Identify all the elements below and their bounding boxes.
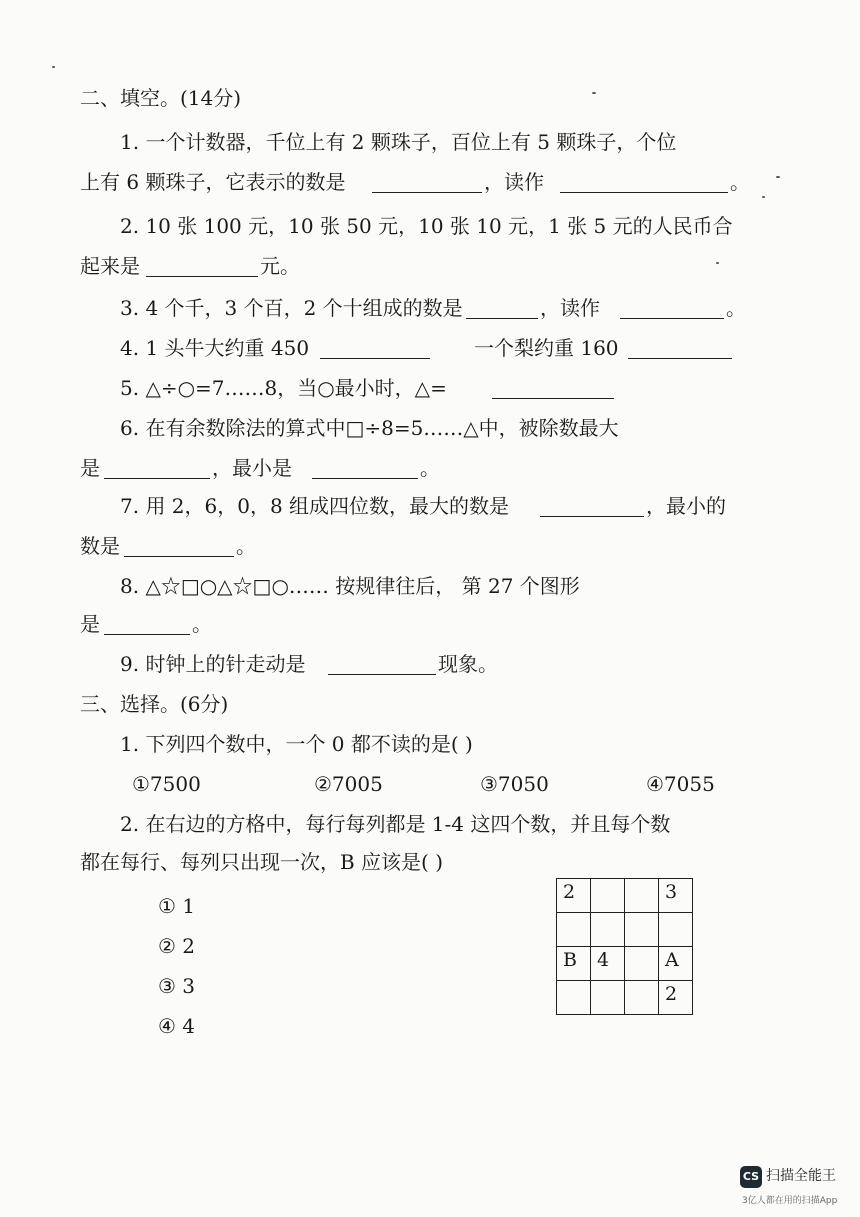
scan-speck <box>762 196 765 198</box>
question-2-1-line-1: 1. 一个计数器，千位上有 2 颗珠子，百位上有 5 颗珠子，个位 <box>120 130 677 154</box>
question-2-3: 3. 4 个千，3 个百，2 个十组成的数是 ，读作 。 <box>120 296 746 320</box>
grid-row <box>557 947 693 981</box>
scan-speck <box>716 262 719 264</box>
answer-blank[interactable] <box>328 674 436 675</box>
question-2-4: 4. 1 头牛大约重 450 一个梨约重 160 <box>0 328 860 368</box>
grid-row <box>557 879 693 913</box>
question-2-7-line-1: 7. 用 2，6，0，8 组成四位数，最大的数是 ，最小的 <box>120 494 726 518</box>
option-1[interactable]: ①7500 <box>132 772 201 796</box>
option-2[interactable]: ②7005 <box>314 772 383 796</box>
question-2-2-line-2: 起来是 元。 <box>80 254 300 278</box>
grid-cell <box>591 913 625 947</box>
answer-blank[interactable] <box>492 398 614 399</box>
question-3-2-stem-line-1: 2. 在右边的方格中，每行每列都是 1-4 这四个数，并且每个数 <box>120 812 671 836</box>
grid-cell: 3 <box>659 879 693 913</box>
question-2-1-line-2: 上有 6 颗珠子，它表示的数是 ，读作 。 <box>80 170 750 194</box>
q2-option-4[interactable]: ④ 4 <box>158 1014 196 1038</box>
question-2-2-line-1: 2. 10 张 100 元，10 张 50 元，10 张 10 元，1 张 5 元的人民币合 <box>120 214 733 238</box>
scanner-app-name: 扫描全能王 <box>766 1168 836 1184</box>
number-grid <box>556 878 693 1015</box>
answer-blank[interactable] <box>104 634 190 635</box>
question-2-6-line-2: 是 ，最小是 。 <box>80 456 440 480</box>
grid-cell <box>557 913 591 947</box>
question-2-8-line-1: 8. △☆□○△☆□○…… 按规律往后， 第 27 个图形 <box>120 574 580 598</box>
answer-blank[interactable] <box>628 358 732 359</box>
grid-row <box>557 981 693 1015</box>
grid-row <box>557 913 693 947</box>
section-3-heading: 三、选择。(6分) <box>80 692 229 716</box>
grid-cell: B <box>557 947 591 981</box>
grid-cell <box>625 947 659 981</box>
question-3-1-stem: 1. 下列四个数中，一个 0 都不读的是( ) <box>120 732 473 756</box>
answer-blank[interactable] <box>312 478 418 479</box>
q2-option-1[interactable]: ① 1 <box>158 894 196 918</box>
scan-speck <box>52 66 55 68</box>
grid-cell <box>659 913 693 947</box>
grid-cell <box>625 879 659 913</box>
scanner-logo-icon: CS <box>740 1166 762 1188</box>
answer-blank[interactable] <box>124 556 234 557</box>
answer-blank[interactable] <box>540 516 644 517</box>
grid-cell: 2 <box>659 981 693 1015</box>
grid-cell <box>625 913 659 947</box>
answer-blank[interactable] <box>320 358 430 359</box>
question-3-1-options <box>0 764 860 804</box>
answer-blank[interactable] <box>560 192 728 193</box>
question-3-2-stem-line-2: 都在每行、每列只出现一次，B 应该是( ) <box>80 850 444 874</box>
answer-blank[interactable] <box>146 276 258 277</box>
question-2-5: 5. △÷○=7……8，当○最小时，△= <box>0 368 860 408</box>
answer-blank[interactable] <box>620 318 724 319</box>
option-3[interactable]: ③7050 <box>480 772 549 796</box>
question-2-8-line-2: 是 。 <box>80 612 212 636</box>
scanner-tagline: 3亿人都在用的扫描App <box>742 1196 838 1206</box>
scan-speck <box>776 176 780 178</box>
question-2-9: 9. 时钟上的针走动是 现象。 <box>120 652 498 676</box>
grid-cell: 4 <box>591 947 625 981</box>
grid-cell <box>557 981 591 1015</box>
question-2-6-line-1: 6. 在有余数除法的算式中□÷8=5……△中，被除数最大 <box>120 416 619 440</box>
scan-speck <box>592 92 596 94</box>
grid-cell <box>625 981 659 1015</box>
option-4[interactable]: ④7055 <box>646 772 715 796</box>
question-2-7-line-2: 数是 。 <box>80 534 256 558</box>
answer-blank[interactable] <box>372 192 482 193</box>
grid-cell: A <box>659 947 693 981</box>
grid-cell <box>591 981 625 1015</box>
answer-blank[interactable] <box>104 478 210 479</box>
q2-option-2[interactable]: ② 2 <box>158 934 196 958</box>
q2-option-3[interactable]: ③ 3 <box>158 974 196 998</box>
grid-cell <box>591 879 625 913</box>
grid-cell: 2 <box>557 879 591 913</box>
section-2-heading: 二、填空。(14分) <box>80 86 242 110</box>
answer-blank[interactable] <box>466 318 538 319</box>
